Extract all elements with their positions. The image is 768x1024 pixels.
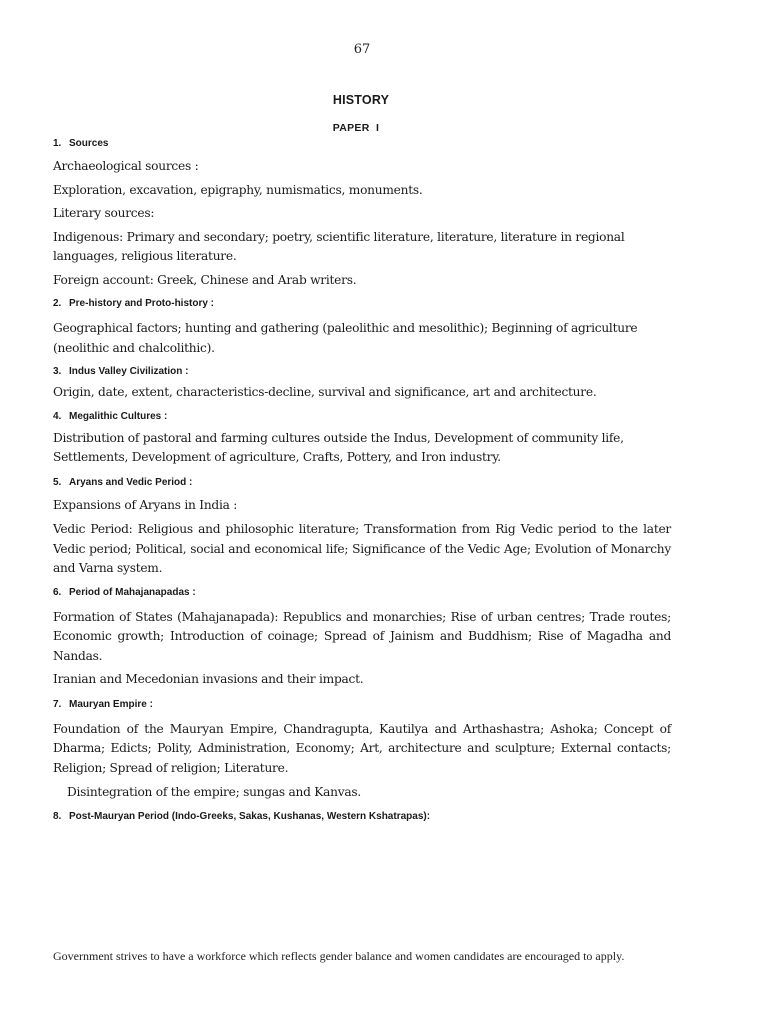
paragraph: Formation of States (Mahajanapada): Republics and monarchies; Rise of urban centres; Trade routes; Economic growth; Introduction of coinage; Spread of Jainism and Buddhism; Rise of Magadha and Nandas. xyxy=(53,609,671,663)
section-title: Indus Valley Civilization : xyxy=(69,366,189,377)
section-title: Mauryan Empire : xyxy=(69,698,153,710)
paragraph: Expansions of Aryans in India : xyxy=(53,497,238,512)
section-heading-sources xyxy=(53,137,671,151)
paragraph: Origin, date, extent, characteristics-decline, survival and significance, art and architecture. xyxy=(53,385,597,399)
paragraph: Distribution of pastoral and farming cultures outside the Indus, Development of community life, Settlements, Development of agriculture, Crafts, Pottery, and Iron industry. xyxy=(53,430,624,464)
section-heading-post-mauryan xyxy=(53,810,671,824)
paragraph: Archaeological sources : xyxy=(53,159,199,173)
page-title: HISTORY xyxy=(332,93,390,107)
paragraph: Foreign account: Greek, Chinese and Arab writers. xyxy=(53,272,357,287)
paragraph: Exploration, excavation, epigraphy, numismatics, monuments. xyxy=(53,182,423,197)
section-number: 5. xyxy=(53,476,62,488)
section-number: 2. xyxy=(53,298,62,309)
paragraph: Indigenous: Primary and secondary; poetry, scientific literature, literature, literature in regional languages, religious literature. xyxy=(53,229,625,263)
paragraph: Disintegration of the empire; sungas and Kanvas. xyxy=(67,785,362,799)
paragraph: Literary sources: xyxy=(53,206,155,220)
paragraph: Foundation of the Mauryan Empire, Chandragupta, Kautilya and Arthashastra; Ashoka; Concept of Dharma; Edicts; Polity, Administration, Economy; Art, architecture and sculpture; External contacts; Religion; Spread of religion; Literature. xyxy=(53,721,671,775)
paragraph: Iranian and Mecedonian invasions and their impact. xyxy=(53,672,364,686)
section-title: Sources xyxy=(69,138,109,149)
footer-note: Government strives to have a workforce which reflects gender balance and women candidates are encouraged to apply. xyxy=(53,949,625,963)
section-heading-aryans-vedic xyxy=(53,476,671,490)
section-number: 1. xyxy=(53,138,62,149)
section-number: 4. xyxy=(53,410,62,422)
section-number: 8. xyxy=(53,810,62,822)
paragraph: Vedic Period: Religious and philosophic literature; Transformation from Rig Vedic period to the later Vedic period; Political, social and economical life; Significance of the Vedic Age; Evolution of Monarchy and Varna system. xyxy=(53,522,671,575)
section-title: Pre-history and Proto-history : xyxy=(69,298,215,309)
section-title: Aryans and Vedic Period : xyxy=(69,476,193,488)
section-number: 6. xyxy=(53,586,62,598)
section-heading-mauryan-empire xyxy=(53,698,671,712)
section-heading-indus-valley xyxy=(53,365,671,379)
section-title: Post-Mauryan Period (Indo-Greeks, Sakas, Kushanas, Western Kshatrapas): xyxy=(69,810,431,822)
section-number: 7. xyxy=(53,698,62,710)
section-title: Period of Mahajanapadas : xyxy=(69,586,196,598)
section-heading-megalithic xyxy=(53,410,671,424)
syllabus-content xyxy=(53,137,671,824)
section-title: Megalithic Cultures : xyxy=(69,410,168,422)
paragraph: Geographical factors; hunting and gathering (paleolithic and mesolithic); Beginning of agriculture (neolithic and chalcolithic). xyxy=(53,321,638,355)
paper-subtitle: PAPER I xyxy=(332,122,380,134)
section-heading-mahajanapadas xyxy=(53,586,671,600)
section-heading-prehistory xyxy=(53,297,671,311)
page-number: 67 xyxy=(353,42,371,57)
section-number: 3. xyxy=(53,366,62,377)
